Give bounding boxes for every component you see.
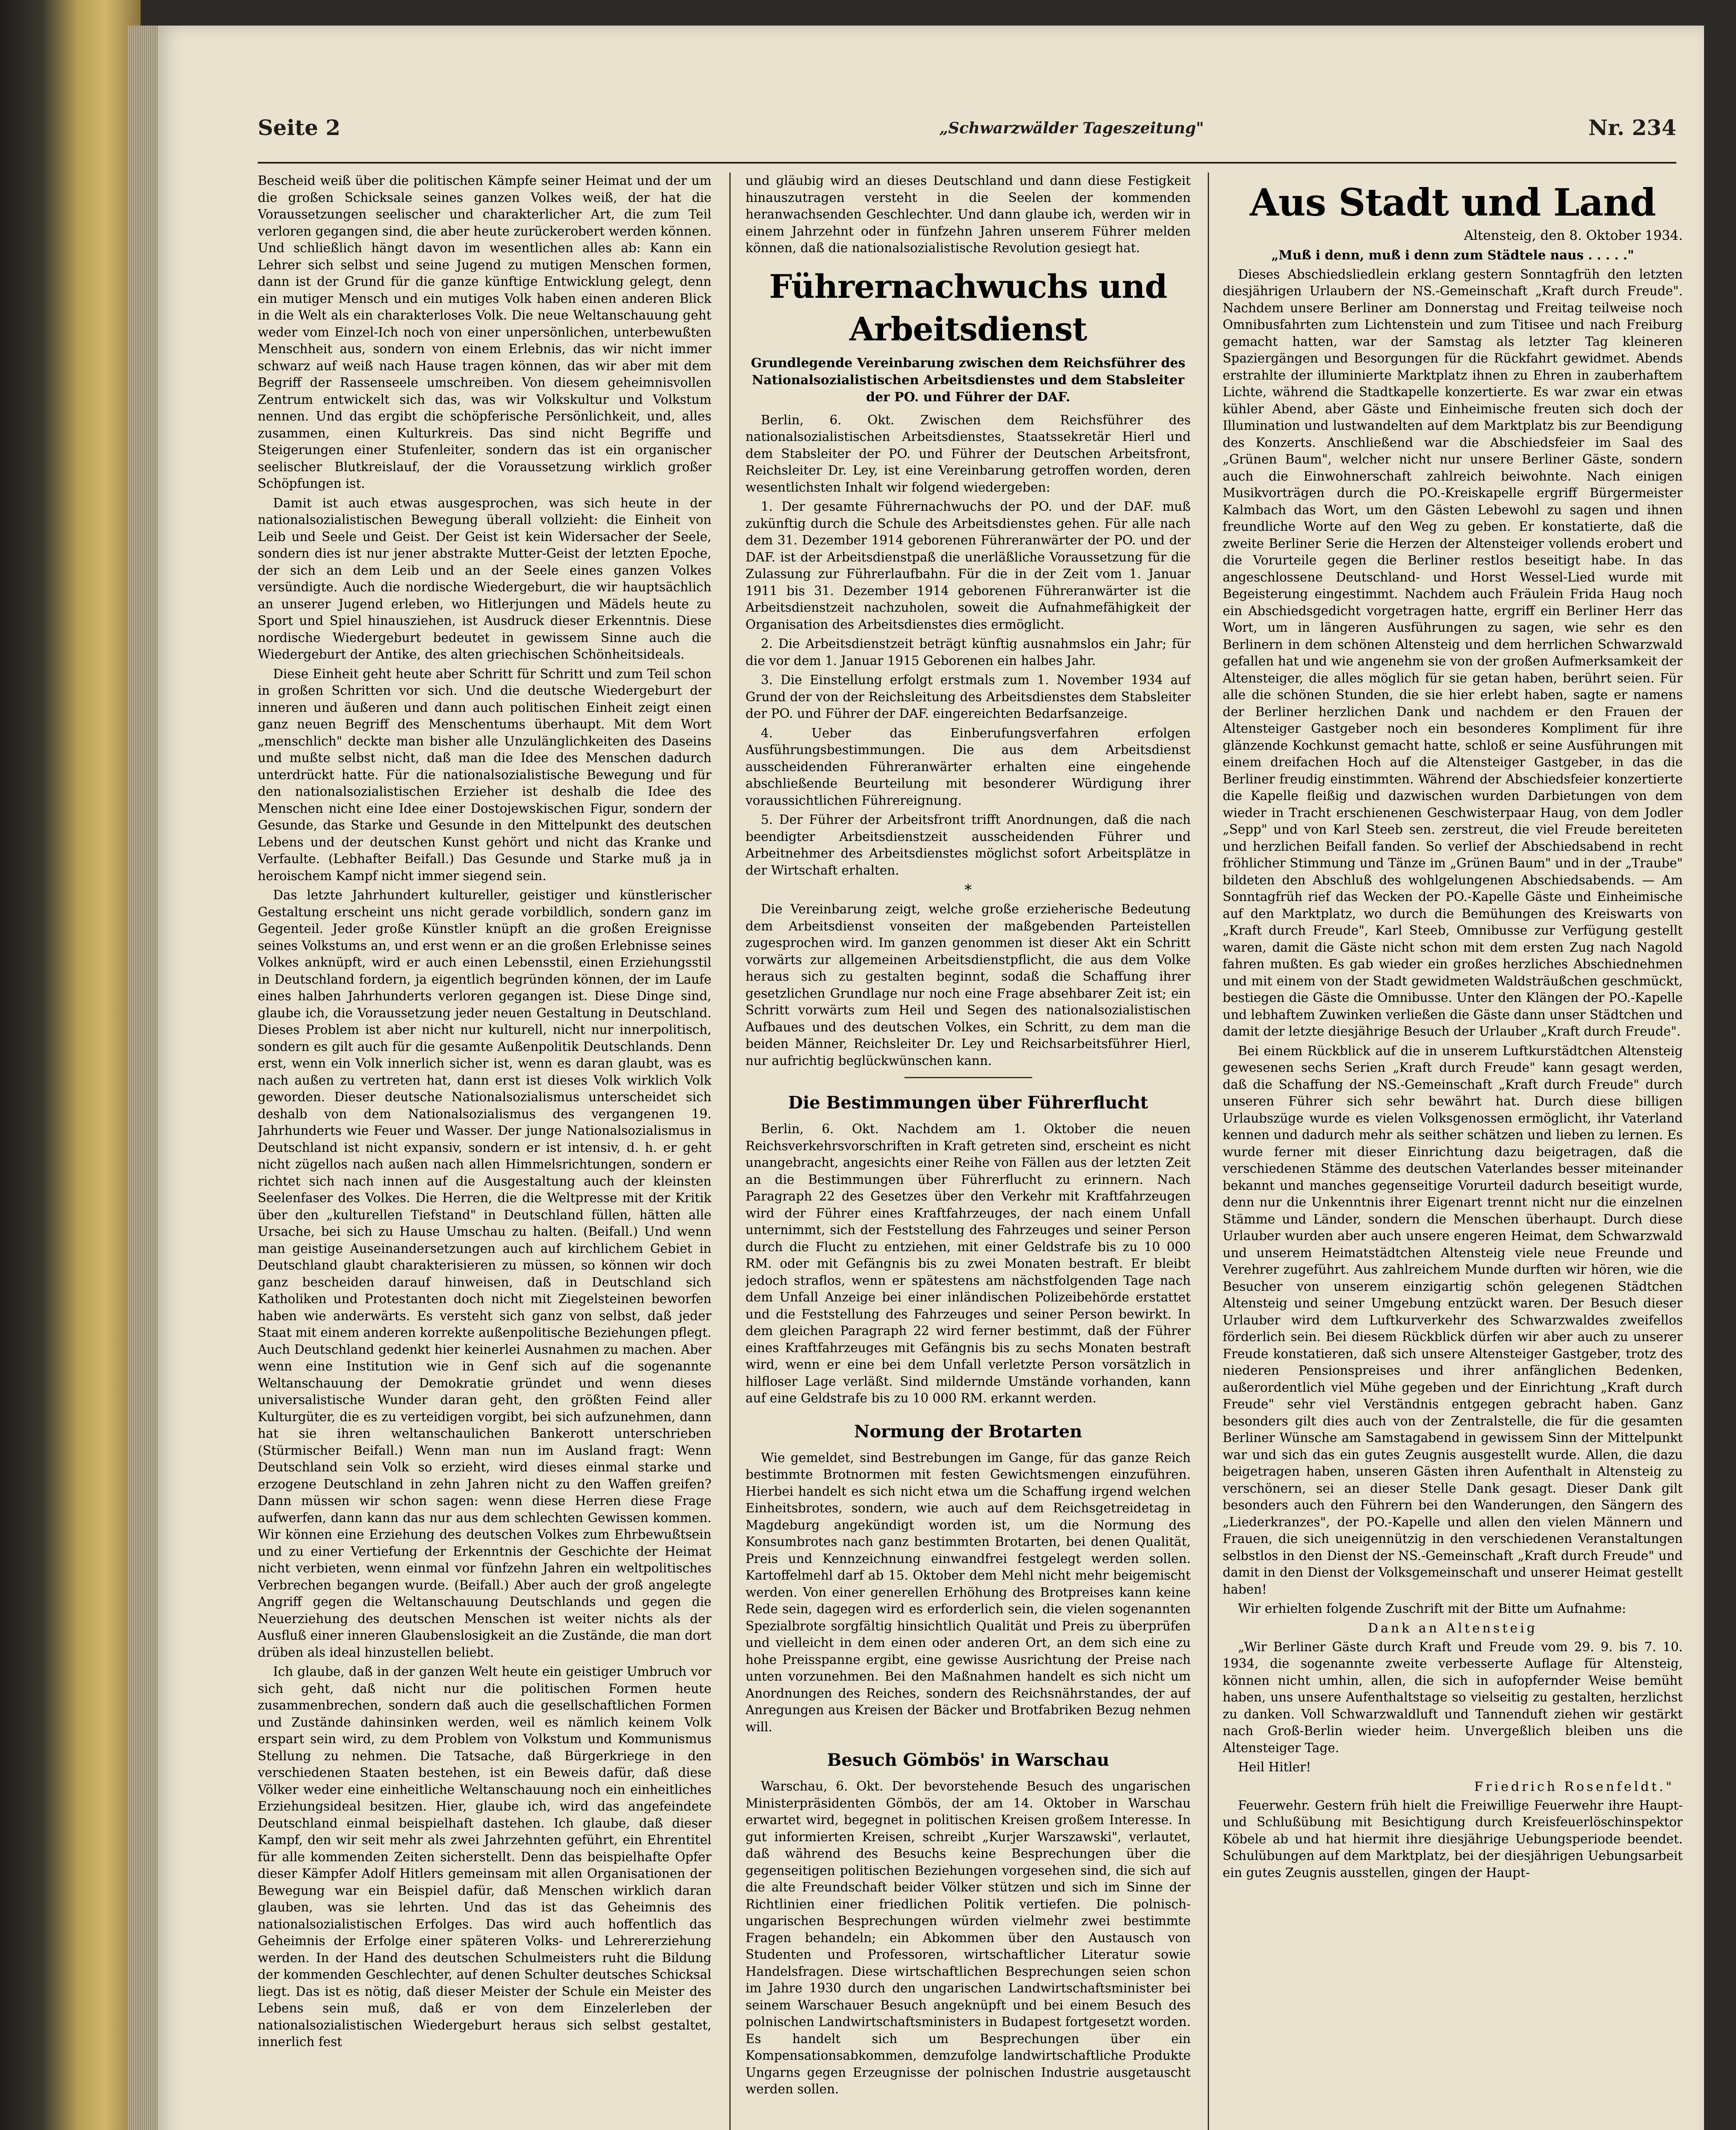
paragraph: 5. Der Führer der Arbeitsfront trifft Anordnungen, daß die nach beendigter Arbeitsdienstzeit ausscheidenden Führer und Arbeitnehmer des Arbeitsdienstes möglichst sofort Arbeitsplätze in der Wirtschaft erhalten.: [746, 812, 1191, 878]
paragraph: und gläubig wird an dieses Deutschland und dann diese Festigkeit hinauszutragen versteht in die Seelen der kommenden heranwachsenden Geschlechter. Und dann glaube ich, werden wir in einem Jahrzehnt oder in fünfzehn Jahren unserem Führer melden können, daß die nationalsozialistische Revolution gesiegt hat.: [746, 173, 1191, 255]
column-divider: [729, 173, 731, 2130]
paragraph: Bei einem Rückblick auf die in unserem Luftkurstädtchen Altensteig gewesenen sechs Serien „Kraft durch Freude" kann gesagt werden, daß die Schaffung der NS.-Gemeinschaft „Kraft durch Freude" durch unseren Führer sich sehr bewährt hat. Durch diese billigen Urlaubszüge wurde es vielen Volksgenossen ermöglicht, ihr Vaterland kennen und dadurch mehr als seither schätzen und lieben zu lernen. Es wurde ferner mit dieser Einrichtung dazu beigetragen, daß die verschiedenen Stämme des deutschen Vaterlandes besser miteinander bekannt und manches gegenseitige Vorurteil dadurch beseitigt wurde, denn nur die Unkenntnis ihrer Eigenart trennt nicht nur die einzelnen Stämme und Länder, sondern die Menschen überhaupt. Durch diese Urlauber wurden aber auch unsere engeren Heimat, dem Schwarzwald und unserem Heimatstädtchen Altensteig viele neue Freunde und Verehrer zugeführt. Aus zahlreichem Munde durften wir hören, wie die Besucher von unserem einzigartig schön gelegenen Städtchen Altensteig und seiner Umgebung entzückt waren. Der Besuch dieser Urlauber wird dem Luftkurverkehr des Schwarzwaldes zweifellos förderlich sein. Bei diesem Rückblick dürfen wir aber auch zu unserer Freude konstatieren, daß sich unsere Altensteiger Gastgeber, trotz des niederen Pensionspreises und ihrer anfänglichen Bedenken, außerordentlich viel Mühe gegeben und der Einrichtung „Kraft durch Freude" sehr viel Verständnis entgegen gebracht haben. Ganz besonders gilt dies auch von der Zentralstelle, die für die gesamten Berliner Wünsche am Samstagabend in gewissem Sinn der Mittelpunkt war und sich das ein gutes Zeugnis ausgestellt wurde. Allen, die dazu beigetragen haben, unseren Gästen ihren Aufenthalt in Altensteig zu verschönern, sei an dieser Stelle Dank gesagt. Dieser Dank gilt besonders auch den Führern bei den Wanderungen, den Sängern des „Liederkranzes", der PO.-Kapelle und allen den vielen Männern und Frauen, die sich uneigennützig in den verschiedenen Veranstaltungen selbstlos in den Dienst der NS.-Gemeinschaft „Kraft durch Freude" und damit in den Dienst der Volksgemeinschaft und unserer Heimat gestellt haben!: [1223, 1043, 1683, 1597]
header-rule: [258, 162, 1676, 164]
book-binding-edge: [0, 0, 141, 2130]
section-title: Aus Stadt und Land: [1249, 180, 1656, 225]
newspaper-name: „Schwarzwälder Tageszeitung": [939, 119, 1204, 137]
paragraph: Dieses Abschiedsliedlein erklang gestern Sonntagfrüh den letzten diesjährigen Urlaubern der NS.-Gemeinschaft „Kraft durch Freude". Nachdem unsere Berliner am Donnerstag und Freitag teilweise noch Omnibusfahrten zum Lichtenstein und zum Titisee und nach Freiburg gemacht hatten, war der Samstag als letzter Tag kleineren Spaziergängen und Besorgungen für die Rückfahrt gewidmet. Abends erstrahlte der illuminierte Marktplatz ihnen zu Ehren in zauberhaftem Lichte, während die Stadtkapelle konzertierte. Es war zwar ein etwas kühler Abend, aber Gäste und Einheimische freuten sich doch der Illumination und lustwandelten auf dem Marktplatz bis zur Beendigung des Konzerts. Anschließend war die Abschiedsfeier im Saal des „Grünen Baum", welcher nicht nur unsere Berliner Gäste, sondern auch die Einwohnerschaft zahlreich beiwohnte. Nach einigen Musikvorträgen durch die PO.-Kreiskapelle ergriff Bürgermeister Kalmbach das Wort, um den Gästen Lebewohl zu sagen und ihnen freundliche Worte auf den Weg zu geben. Er konstatierte, daß die zweite Berliner Serie die Herzen der Altensteiger vollends erobert und die Vorurteile gegen die Berliner restlos beseitigt habe. In das angeschlossene Deutschland- und Horst Wessel-Lied wurde mit Begeisterung eingestimmt. Nachdem auch Fräulein Frida Haug noch ein Abschiedsgedicht vorgetragen hatte, ergriff ein Berliner Herr das Wort, um in längeren Ausführungen zu sagen, wie sehr es den Berlinern in dem schönen Altensteig und dem herrlichen Schwarzwald gefallen hat und wie angenehm sie von der großen Aufmerksamkeit der Altensteiger, die alles möglich für sie getan haben, berührt seien. Für alle die schönen Stunden, die sie hier erlebt haben, sagte er namens der Berliner herzlichen Dank und nachdem er den Frauen der Altensteiger Gastgeber noch ein besonderes Kompliment für ihre glänzende Kochkunst gemacht hatte, schloß er seine Ausführungen mit einem dreifachen Hoch auf die Altensteiger Gastgeber, in das die Berliner freudig einstimmten. Während der Abschiedsfeier konzertierte die Kapelle fleißig und dazwischen wurden Darbietungen von dem wieder in Tracht erschienenen Geschwisterpaar Haug, von dem Jodler „Sepp" und von Karl Steeb sen. zerstreut, die viel Freude bereiteten und herzlichen Beifall fanden. So verlief der Abschiedsabend in recht fröhlicher Stimmung und Tänze im „Grünen Baum" und in der „Traube" bildeten den Abschluß des wohlgelungenen Abschiedsabends. — Am Sonntagfrüh rief das Wecken der PO.-Kapelle Gäste und Einheimische auf den Marktplatz, wo durch die Bemühungen des Kreiswarts von „Kraft durch Freude", Karl Steeb, Omnibusse zur Verfügung gestellt waren, damit die Gäste nicht schon mit dem ersten Zug nach Nagold fahren mußten. Es gab wieder ein großes herzliches Abschiednehmen und mit einem von der Stadt gewidmeten Waldsträußchen geschmückt, bestiegen die Gäste die Omnibusse. Unter den Klängen der PO.-Kapelle und lebhaftem Zuwinken verließen die Gäste dann unser Städtchen und damit der letzte diesjährige Besuch der Urlauber „Kraft durch Freude".: [1223, 267, 1683, 1039]
column-divider: [1208, 173, 1209, 2130]
page-header: [258, 115, 1676, 149]
paragraph: Damit ist auch etwas ausgesprochen, was sich heute in der nationalsozialistischen Bewegung überall vollzieht: die Einheit von Leib und Seele und Geist. Der Geist ist kein Widersacher der Seele, sondern dies ist nur jener abstrakte Mutter-Geist der letzten Epoche, der sich an dem Leib und an der Seele eines ganzen Volkes versündigte. Auch die nordische Wiedergeburt, die wir hauptsächlich an unserer Jugend erleben, wo Hitlerjungen und Mädels heute zu Sport und Spiel hinausziehen, ist Ausdruck dieser Erkenntnis. Diese nordische Wiedergeburt bedeutet in gewissem Sinne auch die Wiedergeburt der Antike, des alten griechischen Schönheitsideals.: [258, 495, 711, 662]
letter-heading: Dank an Altensteig: [1367, 1621, 1538, 1636]
paragraph: Diese Einheit geht heute aber Schritt für Schritt und zum Teil schon in großen Schritten vor sich. Und die deutsche Wiedergeburt der inneren und äußeren und dann auch politischen Einheit zeigt einen ganz neuen Begriff des Menschentums überhaupt. Mit dem Wort „menschlich" deckte man bisher alle Unzulänglichkeiten des Daseins und mußte selbst nicht, daß man die Idee des Menschen dadurch unterdrückt hatte. Für die nationalsozialistische Bewegung und für den nationalsozialistischen Erzieher ist deshalb die Idee des Menschen nicht eine Idee einer Dostojewskischen Figur, sondern der Gesunde, das Starke und Gesunde in den Mittelpunkt des deutschen Lebens und der deutschen Kunst gehört und nicht das Kranke und Verfaulte. (Lebhafter Beifall.) Das Gesunde und Starke muß ja in heroischem Kampf nicht immer siegend sein.: [258, 666, 711, 883]
paragraph: Feuerwehr. Gestern früh hielt die Freiwillige Feuerwehr ihre Haupt- und Schlußübung mit Besichtigung durch Kreisfeuerlöschinspektor Köbele ab und hat hiermit ihre diesjährige Uebungsperiode beendet. Schulübungen auf dem Marktplatz, bei der diesjährigen Uebungsarbeit ein gutes Zeugnis ausstellen, gingen der Haupt-: [1223, 1798, 1683, 1880]
paragraph: Die Vereinbarung zeigt, welche große erzieherische Bedeutung dem Arbeitsdienst vonseiten der maßgebenden Parteistellen zugesprochen wird. Im ganzen genommen ist dieser Akt ein Schritt vorwärts zur allgemeinen Arbeitsdienstpflicht, die aus dem Volke heraus sich zu gestalten beginnt, sodaß die Schaffung ihrer gesetzlichen Grundlage nur noch eine Frage absehbarer Zeit ist; ein Schritt vorwärts zum Heil und Segen des nationalsozialistischen Aufbaues und des deutschen Volkes, ein Schritt, zu dem man die beiden Männer, Reichsleiter Dr. Ley und Reichsarbeitsführer Hierl, nur aufrichtig beglückwünschen kann.: [746, 902, 1191, 1068]
letter-text: „Wir Berliner Gäste durch Kraft und Freude vom 29. 9. bis 7. 10. 1934, die sogenannte zweite verbesserte Auflage für Altensteig, können nicht umhin, allen, die sich in aufopfernder Weise bemüht haben, uns unsere Aufenthaltstage so vielseitig zu gestalten, herzlichst zu danken. Voll Schwarzwaldluft und Tannenduft ziehen wir gestärkt nach Groß-Berlin wieder heim. Unvergeßlich bleiben uns die Altensteiger Tage.: [1223, 1639, 1683, 1755]
column-3: [1223, 173, 1683, 2130]
separator-rule: [904, 1077, 1032, 1078]
article-headline: Die Bestimmungen über Führerflucht: [788, 1093, 1148, 1113]
paragraph: Das letzte Jahrhundert kultureller, geistiger und künstlerischer Gestaltung erscheint uns nicht gerade vorbildlich, sondern ganz im Gegenteil. Jeder große Künstler knüpft an die großen Ereignisse seines Volkstums an, und erst wenn er an die großen Erlebnisse seines Volkes anknüpft, wird er auch einen Lebensstil, einen Erziehungsstil in Deutschland fordern, ja eigentlich begründen können, der im Laufe eines halben Jahrhunderts verloren gegangen ist. Diese Dinge sind, glaube ich, die Voraussetzung jeder neuen Gestaltung in Deutschland. Dieses Problem ist aber nicht nur kulturell, nicht nur innerpolitisch, sondern es gilt auch für die gesamte Außenpolitik Deutschlands. Denn erst, wenn ein Volk innerlich sicher ist, wenn es daran glaubt, was es nach außen zu vertreten hat, dann erst ist dieses Volk wirklich Volk geworden. Dieser deutsche Nationalsozialismus unterscheidet sich deshalb von dem Nationalsozialismus des vergangenen 19. Jahrhunderts wie Feuer und Wasser. Der junge Nationalsozialismus in Deutschland ist nicht expansiv, sondern er ist intensiv, d. h. er geht nicht zügellos nach außen nach allen Himmelsrichtungen, sondern er richtet sich nach innen auf die Ausgestaltung auch der kleinsten Seelenfaser des Volkes. Die Herren, die die Weltpresse mit der Kritik über den „kulturellen Tiefstand" in Deutschland füllen, hätten alle Ursache, bei sich zu Hause Umschau zu halten. (Beifall.) Und wenn man geistige Auseinandersetzungen auch auf kirchlichem Gebiet in Deutschland glaubt charakterisieren zu müssen, so können wir doch ganz bescheiden darauf hinweisen, daß in Deutschland sich Katholiken und Protestanten doch nicht mit Ziegelsteinen beworfen haben wie anderwärts. Es versteht sich ganz von selbst, daß jeder Staat mit einem anderen korrekte außenpolitische Beziehungen pflegt. Auch Deutschland gedenkt hier keinerlei Ausnahmen zu machen. Aber wenn eine Institution wie in Genf sich auf die sogenannte Weltanschauung der Demokratie gründet und wenn dieses universalistische Wunder daran geht, den größten Feind aller Kulturgüter, die es zu verteidigen vorgibt, bei sich aufzunehmen, dann hat sie ihren weltanschaulichen Bankerott unterschrieben (Stürmischer Beifall.) Wenn man nun im Ausland fragt: Wenn Deutschland sein Volk so erzieht, wird dieses einmal starke und erzogene Deutschland in zehn Jahren nicht zu den Waffen greifen? Dann müssen wir schon sagen: wenn diese Herren diese Frage aufwerfen, dann kann das nur aus dem schlechten Gewissen kommen. Wir können eine Erziehung des deutschen Volkes zum Ehrbewußtsein und zu einer Vertiefung der Erkenntnis der Geschichte der Heimat nicht verbieten, wenn einmal vor fünfzehn Jahren ein weltpolitisches Verbrechen begangen wurde. (Beifall.) Aber auch der groß angelegte Angriff gegen die Weltanschauung Deutschlands und gegen die Neuerziehung des deutschen Menschen ist weiter nichts als der Ausfluß einer inneren Glaubenslosigkeit an die Zustände, die man dort drüben als ideal hinzustellen beliebt.: [258, 888, 711, 1660]
paragraph: Wir erhielten folgende Zuschrift mit der Bitte um Aufnahme:: [1238, 1601, 1626, 1616]
paragraph: 1. Der gesamte Führernachwuchs der PO. und der DAF. muß zukünftig durch die Schule des Arbeitsdienstes gehen. Für alle nach dem 31. Dezember 1914 geborenen Führeranwärter der PO. und der DAF. ist der Arbeitsdienstpaß die unerläßliche Voraussetzung für die Zulassung zur Führerlaufbahn. Für die in der Zeit vom 1. Januar 1911 bis 31. Dezember 1914 geborenen Führeranwärter ist die Arbeitsdienstzeit nachzuholen, soweit die Aufnahmefähigkeit der Organisation des Arbeitsdienstes dies ermöglicht.: [746, 499, 1191, 632]
paragraph: Berlin, 6. Okt. Nachdem am 1. Oktober die neuen Reichsverkehrsvorschriften in Kraft getreten sind, erscheint es nicht unangebracht, angesichts einer Reihe von Fällen aus der letzten Zeit an die Bestimmungen über Führerflucht zu erinnern. Nach Paragraph 22 des Gesetzes über den Verkehr mit Kraftfahrzeugen wird der Führer eines Kraftfahrzeuges, der nach einem Unfall unternimmt, sich der Feststellung des Fahrzeuges und seiner Person durch die Flucht zu entziehen, mit einer Geldstrafe bis zu 10 000 RM. oder mit Gefängnis bis zu zwei Monaten bestraft. Er bleibt jedoch straflos, wenn er spätestens am nächstfolgenden Tage nach dem Unfall Anzeige bei einer inländischen Polizeibehörde erstattet und die Feststellung des Fahrzeuges und seiner Person bewirkt. In dem gleichen Paragraph 22 wird ferner bestimmt, daß der Führer eines Kraftfahrzeuges mit Gefängnis bis zu sechs Monaten bestraft wird, wenn er eine bei dem Unfall verletzte Person vorsätzlich in hilfloser Lage verläßt. Sind mildernde Umstände vorhanden, kann auf eine Geldstrafe bis zu 10 000 RM. erkannt werden.: [746, 1122, 1191, 1405]
paragraph: 2. Die Arbeitsdienstzeit beträgt künftig ausnahmslos ein Jahr; für die vor dem 1. Januar 1915 Geborenen ein halbes Jahr.: [746, 636, 1191, 668]
article-headline: Normung der Brotarten: [854, 1421, 1082, 1442]
paragraph: Wie gemeldet, sind Bestrebungen im Gange, für das ganze Reich bestimmte Brotnormen mit festen Gewichtsmengen einzuführen. Hierbei handelt es sich nicht etwa um die Schaffung irgend welchen Einheitsbrotes, sondern, wie auch auf dem Reichsgetreidetag in Magdeburg angekündigt worden ist, um die Normung des Konsumbrotes nach ganz bestimmten Brotarten, bei denen Qualität, Preis und Kennzeichnung einwandfrei festgelegt werden sollen. Kartoffelmehl darf ab 15. Oktober dem Mehl nicht mehr beigemischt werden. Von einer generellen Erhöhung des Brotpreises kann keine Rede sein, dagegen wird es erforderlich sein, die vielen sogenannten Spezialbrote sorgfältig hinsichtlich Qualität und Preis zu überprüfen und vielleicht in dem einen oder anderen Ort, an dem sich eine zu hohe Preisspanne ergibt, eine gewisse Ausrichtung der Preise nach unten vorzunehmen. Bei den Maßnahmen handelt es sich nicht um Anordnungen des Reiches, sondern des Reichsnährstandes, der auf Anregungen aus Kreisen der Bäcker und Brotfabriken Bezug nehmen will.: [746, 1450, 1191, 1734]
letter-closing: Heil Hitler!: [1238, 1760, 1311, 1774]
issue-number: Nr. 234: [1588, 115, 1676, 140]
page-stack-edge: [128, 26, 158, 2130]
paragraph: Ich glaube, daß in der ganzen Welt heute ein geistiger Umbruch vor sich geht, daß nicht nur die politischen Formen heute zusammenbrechen, sondern daß auch die gesellschaftlichen Formen und Zustände dahinsinken werden, weil es nämlich keinem Volk erspart sein wird, zu dem Problem von Volkstum und Kommunismus Stellung zu nehmen. Die Tatsache, daß Bürgerkriege in den verschiedenen Staaten bestehen, ist ein Beweis dafür, daß diese Völker weder eine einheitliche Weltanschauung noch ein einheitliches Erziehungsideal besitzen. Hier, glaube ich, wird das angefeindete Deutschland einmal beispielhaft dastehen. Ich glaube, daß dieser Kampf, den wir seit mehr als zwei Jahrzehnten geführt, ein Ehrentitel für alle kommenden Zeiten sicherstellt. Denn das beispielhafte Opfer dieser Kämpfer Adolf Hitlers gemeinsam mit allen Organisationen der Bewegung war ein Beispiel dafür, daß Menschen wirklich daran glauben, was sie lehrten. Und das ist das Geheimnis des nationalsozialistischen Erfolges. Das wird auch hoffentlich das Geheimnis der Erfolge einer späteren Volks- und Lehrererziehung werden. In der Hand des deutschen Schulmeisters ruht die Bildung der kommenden Geschlechter, auf denen Schulter deutsches Schicksal liegt. Das ist es nötig, daß dieser Meister der Schule ein Meister des Lebens sein muß, daß er von dem Einzelerleben der nationalsozialistischen Wiedergeburt heraus sich selbst gestaltet, innerlich fest: [258, 1664, 711, 2049]
column-2: [746, 173, 1191, 2130]
page-number: Seite 2: [258, 115, 341, 140]
paragraph: Warschau, 6. Okt. Der bevorstehende Besuch des ungarischen Ministerpräsidenten Gömbös, der am 14. Oktober in Warschau erwartet wird, begegnet in politischen Kreisen großem Interesse. In gut informierten Kreisen, schreibt „Kurjer Warszawski", verlautet, daß während des Besuchs keine Besprechungen über die gegenseitigen politischen Beziehungen vorgesehen sind, die sich auf die alte Freundschaft beider Völker stützen und sich im Sinne der Richtlinien einer friedlichen Politik vertiefen. Die polnisch-ungarischen Besprechungen würden vielmehr zwei bestimmte Fragen behandeln; ein Abkommen über den Austausch von Studenten und Professoren, wirtschaftlicher Literatur sowie Handelsfragen. Diese wirtschaftlichen Besprechungen seien schon im Jahre 1930 durch den ungarischen Landwirtschaftsminister bei seinem Warschauer Besuch angeknüpft und bei einem Besuch des polnischen Landwirtschaftsministers in Budapest fortgesetzt worden. Es handelt sich um Besprechungen über ein Kompensationsabkommen, demzufolge landwirtschaftliche Produkte Ungarns gegen Erzeugnisse der polnischen Industrie ausgetauscht werden sollen.: [746, 1779, 1191, 2096]
paragraph: Berlin, 6. Okt. Zwischen dem Reichsführer des nationalsozialistischen Arbeitsdienstes, Staatssekretär Hierl und dem Stabsleiter der PO. und Führer der Deutschen Arbeitsfront, Reichsleiter Dr. Ley, ist eine Vereinbarung getroffen worden, deren wesentlichsten Inhalt wir folgend wiedergeben:: [746, 412, 1191, 495]
column-1: [258, 173, 711, 2130]
paragraph: Bescheid weiß über die politischen Kämpfe seiner Heimat und der um die großen Schicksale seines ganzen Volkes weiß, der hat die Voraussetzungen seelischer und charakterlicher Art, die zum Teil verloren gegangen sind, die aber heute zurückerobert werden können. Und schließlich hängt davon im wesentlichen alles ab: Kann ein Lehrer sich selbst und seine Jugend zu mutigen Menschen formen, dann ist der Grund für die ganze künftige Entwicklung gelegt, denn ein mutiger Mensch und ein mutiges Volk haben einen anderen Blick in die Welt als ein charakterloses Volk. Die neue Weltanschauung geht weder vom Einzel-Ich noch von einer unpersönlichen, unterbewußten Menschheit aus, sondern von einem Erlebnis, das wir nicht immer schwarz auf weiß nach Hause tragen können, das wir aber mit dem Begriff der Rassenseele umschreiben. Von diesem geheimnisvollen Zentrum entwickelt sich das, was wir Volkskultur und Volkstum nennen. Und das ergibt die schöpferische Persönlichkeit, und, alles zusammen, einen Kulturkreis. Das sind nicht Begriffe und Steigerungen einer Stufenleiter, sondern das ist ein organischer seelischer Blutkreislauf, der die Voraussetzung wirklich großer Schöpfungen ist.: [258, 173, 711, 491]
letter-signature: Friedrich Rosenfeldt.": [1474, 1779, 1674, 1794]
separator-star: *: [964, 881, 972, 898]
article-headline: Führernachwuchs und Arbeitsdienst: [769, 267, 1167, 348]
dateline: Altensteig, den 8. Oktober 1934.: [1464, 228, 1683, 243]
article-subheadline: Grundlegende Vereinbarung zwischen dem Reichsführer des Nationalsozialistischen Arbeitsdienstes und dem Stabsleiter der PO. und Führer der DAF.: [751, 355, 1186, 405]
article-headline: „Muß i denn, muß i denn zum Städtele naus . . . . .": [1271, 248, 1634, 262]
article-headline: Besuch Gömbös' in Warschau: [827, 1750, 1109, 1770]
paragraph: 4. Ueber das Einberufungsverfahren erfolgen Ausführungsbestimmungen. Die aus dem Arbeitsdienst ausscheidenden Führeranwärter erhalten eine eingehende abschließende Beurteilung mit besonderer Würdigung ihrer voraussichtlichen Führereignung.: [746, 725, 1191, 808]
paragraph: 3. Die Einstellung erfolgt erstmals zum 1. November 1934 auf Grund der von der Reichsleitung des Arbeitsdienstes dem Stabsleiter der PO. und Führer der DAF. eingereichten Bedarfsanzeige.: [746, 673, 1191, 721]
